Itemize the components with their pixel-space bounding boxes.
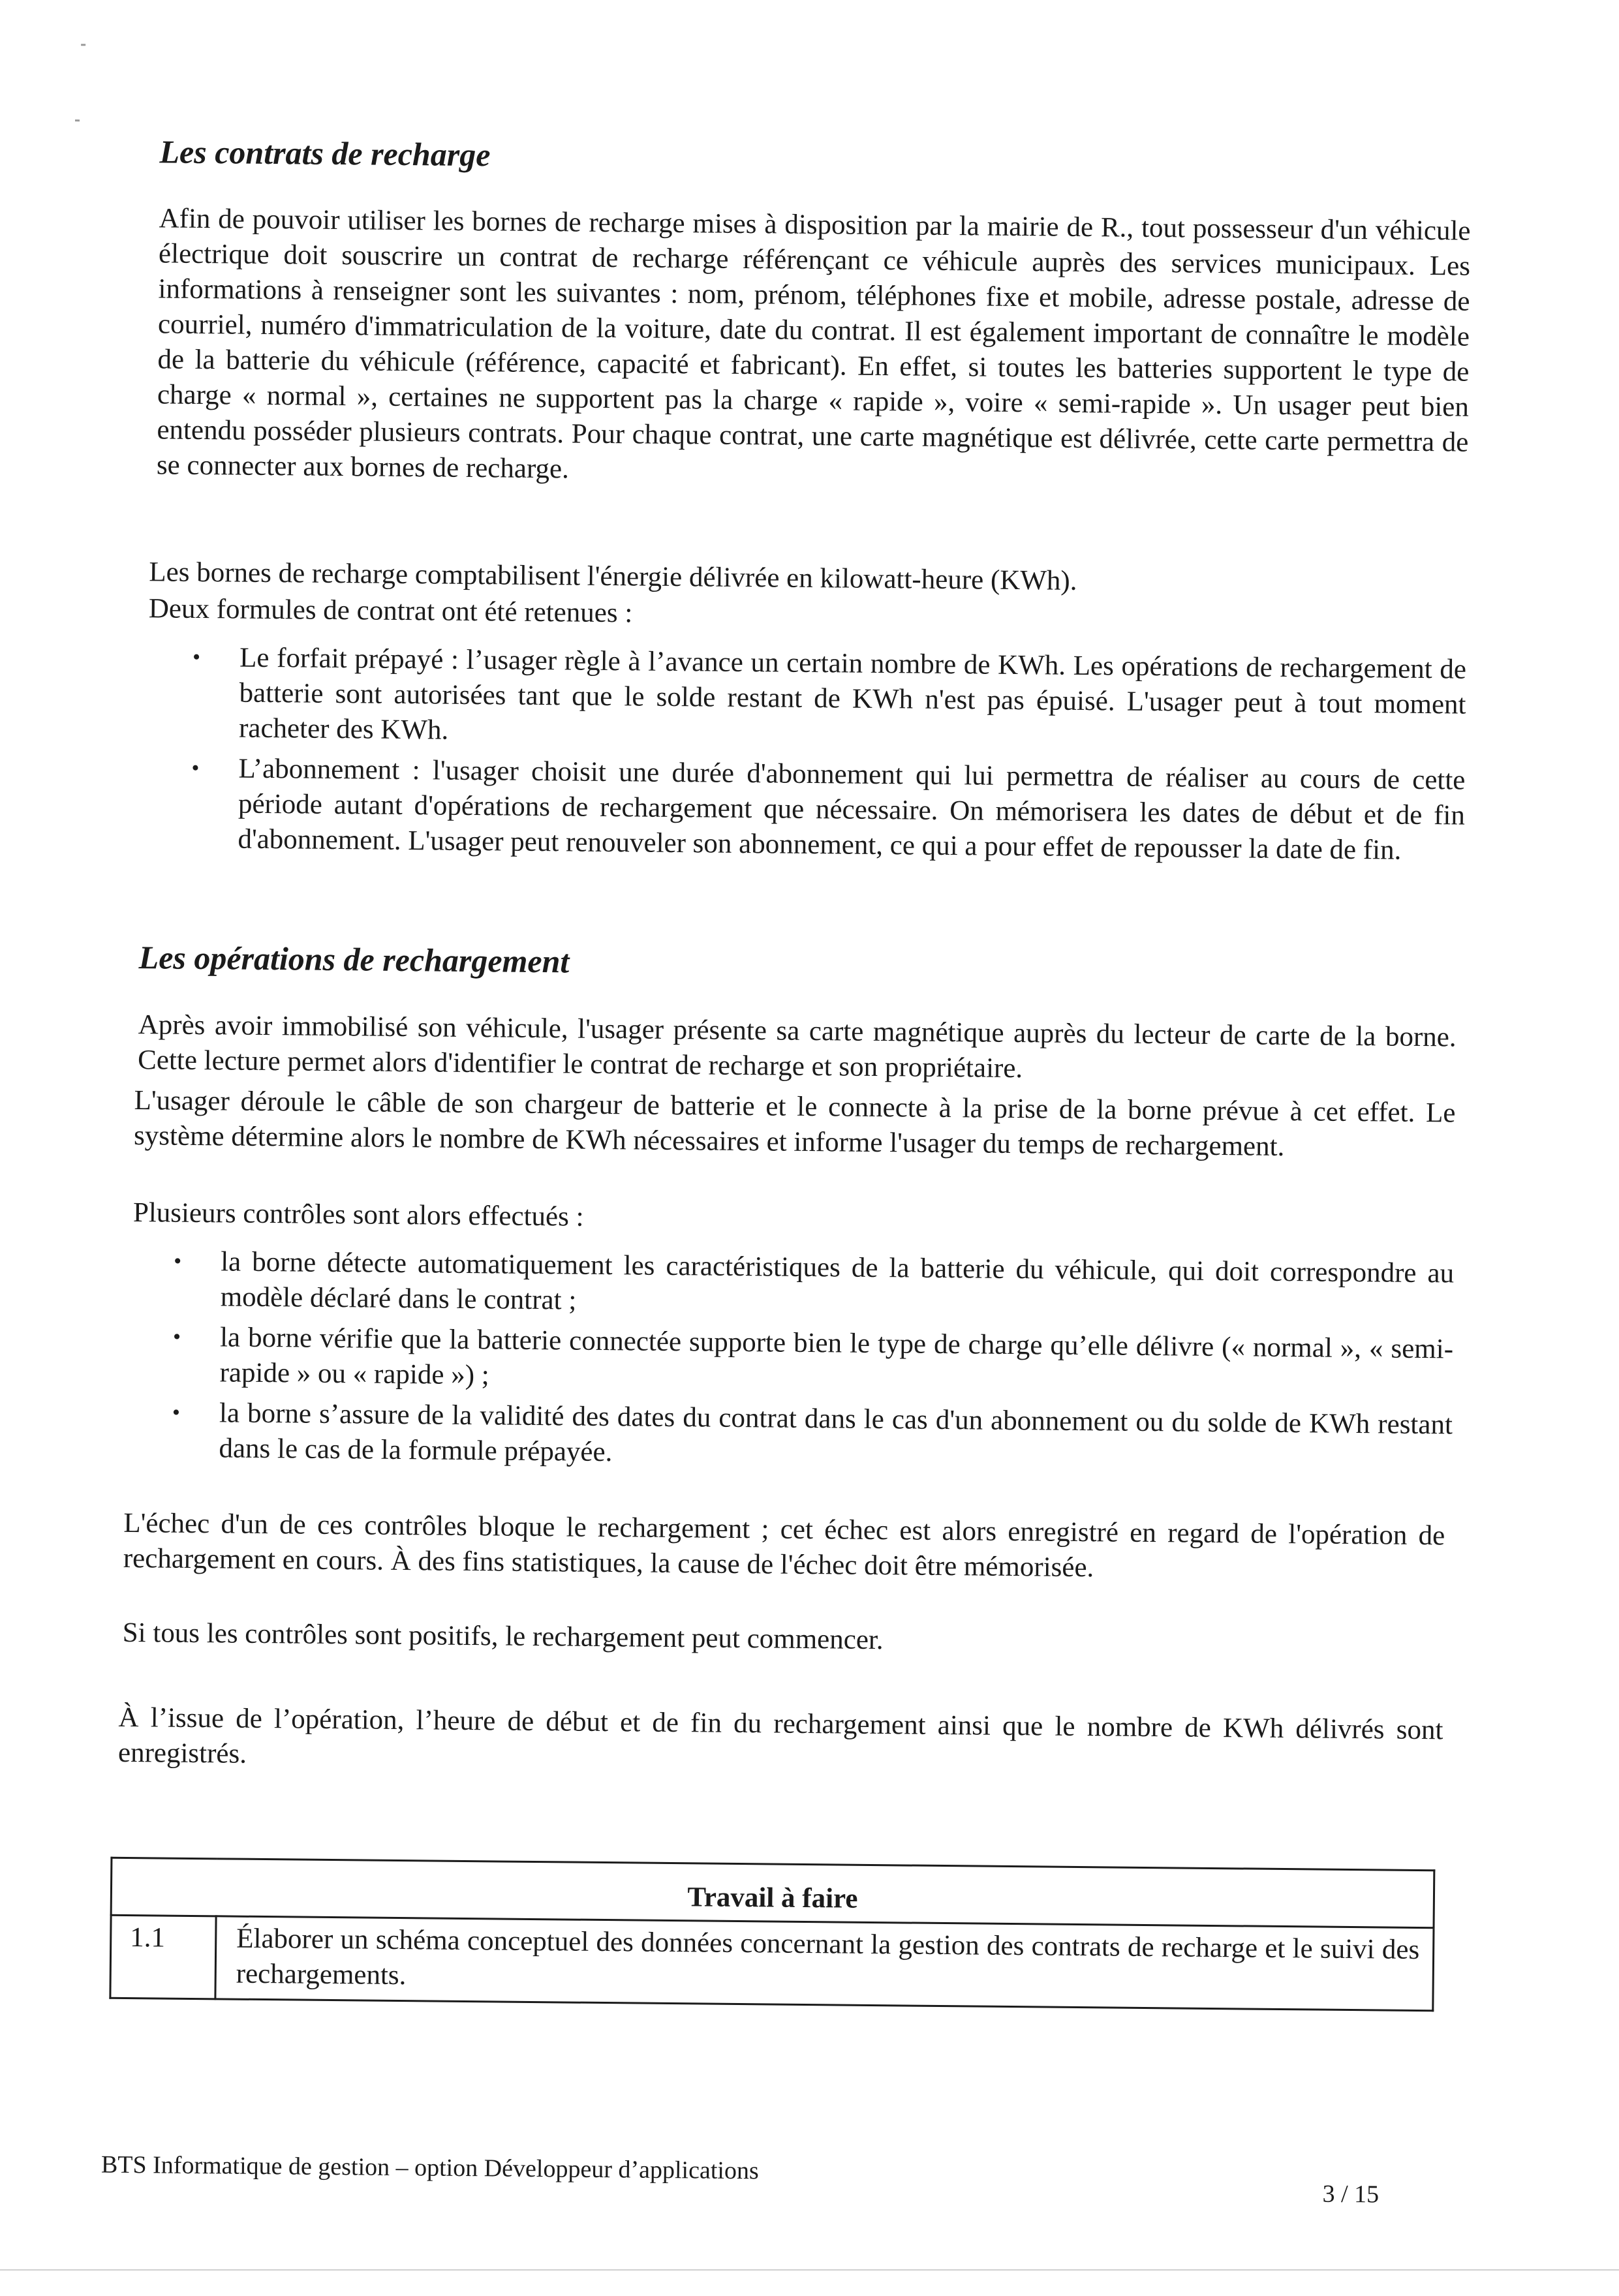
list-item — [153, 1395, 1453, 1478]
paragraph-controles: Plusieurs contrôles sont alors effectués : — [132, 1197, 584, 1232]
task-description: Élaborer un schéma conceptuel des données concernant la gestion des contrats de recharge et le suivi des rechargements. — [215, 1916, 1434, 2011]
formules-list — [172, 640, 1466, 874]
page-number: 3 / 15 — [1322, 2180, 1380, 2209]
paragraph-echec: L'échec d'un de ces contrôles bloque le rechargement ; cet échec est alors enregistré en regard de l'opération de rechargement en cours. À des fins statistiques, la cause de l'échec doit être mémorisée. — [123, 1507, 1445, 1584]
list-item-text: L’abonnement : l'usager choisit une durée d'abonnement qui lui permettra de réaliser au cours de cette période autant d'opérations de rechargement que nécessaire. On mémorisera les dates de début et de fin d'abonnement. L'usager peut renouveler son abonnement, ce qui a pour effet de repousser la date de fin. — [238, 753, 1466, 866]
bullet-icon: • — [192, 645, 201, 670]
list-item — [172, 751, 1465, 869]
table-row — [110, 1915, 1434, 2010]
task-table — [109, 1857, 1435, 2012]
list-item — [154, 1319, 1453, 1402]
list-item — [155, 1244, 1454, 1326]
list-item — [174, 640, 1466, 758]
paragraph-issue: À l’issue de l’opération, l’heure de début et de fin du rechargement ainsi que le nombre de KWh délivrés sont enregistrés. — [117, 1702, 1443, 1769]
paragraph-formules: Deux formules de contrat ont été retenues : — [148, 593, 633, 629]
section-title-contrats: Les contrats de recharge — [159, 133, 491, 174]
paragraph-energie: Les bornes de recharge comptabilisent l'énergie délivrée en kilowatt-heure (KWh). — [149, 557, 1077, 596]
bullet-icon: • — [172, 1400, 181, 1425]
controles-list — [153, 1244, 1454, 1483]
section-title-operations: Les opérations de rechargement — [138, 939, 570, 980]
paragraph-positifs: Si tous les contrôles sont positifs, le rechargement peut commencer. — [122, 1617, 884, 1656]
scan-speck — [81, 44, 85, 46]
paragraph-cable: L'usager déroule le câble de son chargeur de batterie et le connecte à la prise de la borne prévue à cet effet. Le système détermine alors le nombre de KWh nécessaires et informe l'usager du temps de rechargement. — [133, 1085, 1456, 1162]
task-number: 1.1 — [110, 1915, 216, 1999]
scan-speck — [75, 119, 80, 121]
footer-exam-title: BTS Informatique de gestion – option Développeur d’applications — [100, 2151, 759, 2185]
paragraph-contrats-intro: Afin de pouvoir utiliser les bornes de recharge mises à disposition par la mairie de R., tout possesseur d'un véhicule électrique doit souscrire un contrat de recharge référençant ce véhicule auprès des services municipaux. Les informations à renseigner sont les suivantes : nom, prénom, téléphones fixe et mobile, adresse postale, adresse de courriel, numéro d'immatriculation de la voiture, date du contrat. Il est également important de connaître le modèle de la batterie du véhicule (référence, capacité et fabricant). En effet, si toutes les batteries supportent le type de charge « normal », certaines ne supportent pas la charge « rapide », voire « semi-rapide ». Un usager peut bien entendu posséder plusieurs contrats. Pour chaque contrat, une carte magnétique est délivrée, cette carte permettra de se connecter aux bornes de recharge. — [156, 203, 1471, 485]
paragraph-operations-intro: Après avoir immobilisé son véhicule, l'usager présente sa carte magnétique auprès du lecteur de carte de la borne. Cette lecture permet alors d'identifier le contrat de recharge et son propriétaire. — [137, 1009, 1457, 1084]
bullet-icon: • — [191, 756, 200, 780]
bullet-icon: • — [172, 1324, 181, 1349]
scan-edge-line — [0, 2269, 1619, 2271]
list-item-text: la borne détecte automatiquement les caractéristiques de la batterie du véhicule, qui doit correspondre au modèle déclaré dans le contrat ; — [220, 1246, 1455, 1316]
list-item-text: la borne s’assure de la validité des dates du contrat dans le cas d'un abonnement ou du solde de KWh restant dans le cas de la formule prépayée. — [219, 1398, 1453, 1468]
list-item-text: Le forfait prépayé : l’usager règle à l’avance un certain nombre de KWh. Les opérations de rechargement de batterie sont autorisées tant que le solde restant de KWh n'est pas épuisé. L'usager peut à tout moment racheter des KWh. — [238, 642, 1467, 746]
bullet-icon: • — [174, 1249, 182, 1274]
task-header: Travail à faire — [111, 1858, 1434, 1927]
list-item-text: la borne vérifie que la batterie connectée supporte bien le type de charge qu’elle délivre (« normal », « semi-rapide » ou « rapide ») ; — [219, 1322, 1454, 1391]
